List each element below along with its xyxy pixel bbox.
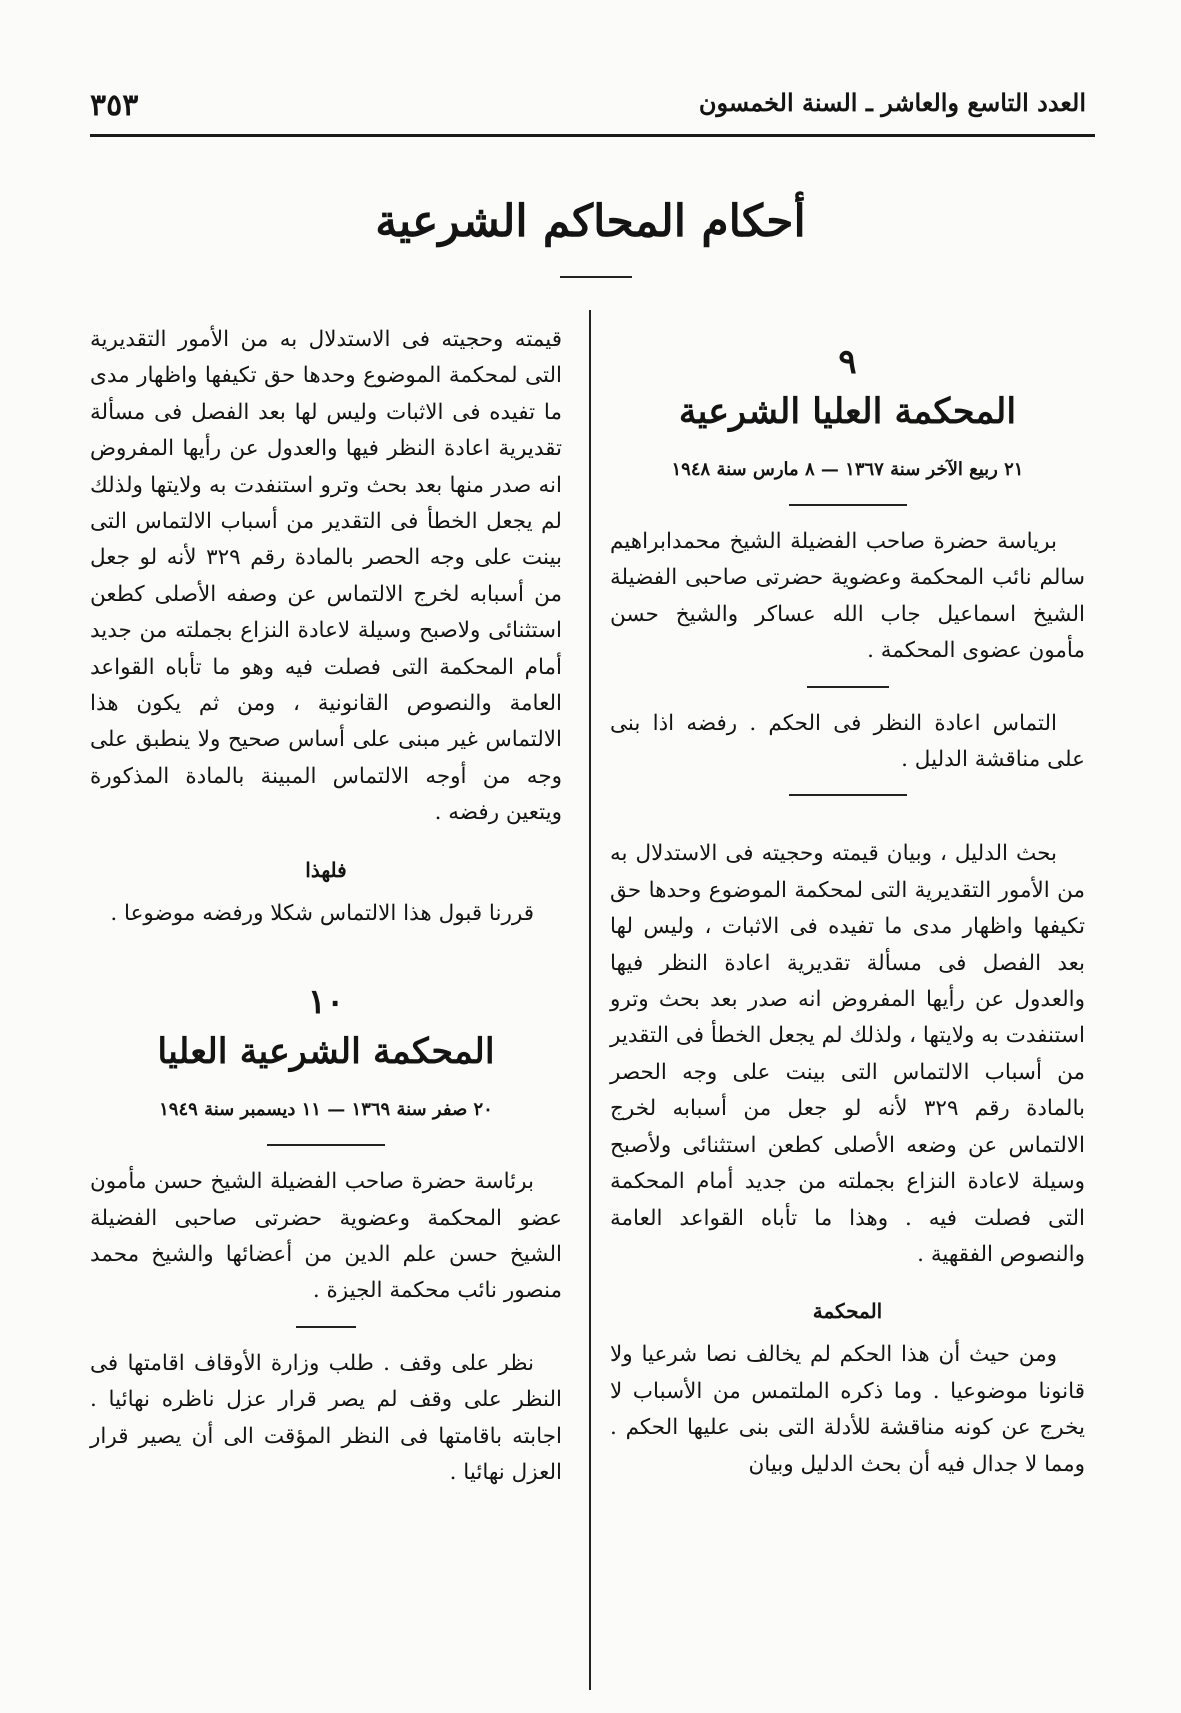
separator bbox=[789, 794, 907, 796]
case-number: ١٠ bbox=[307, 982, 345, 1023]
page-title: أحكام المحاكم الشرعية bbox=[375, 196, 806, 247]
verdict-heading: فلهذا bbox=[305, 857, 347, 882]
court-name: المحكمة العليا الشرعية bbox=[678, 391, 1017, 432]
case-summary: نظر على وقف . طلب وزارة الأوقاف اقامتها فى النظر على وقف لم يصر قرار عزل ناظره نهائيا . اجابته باقامتها فى النظر المؤقت الى أن يصير قرار العزل نهائيا . bbox=[90, 1350, 562, 1485]
separator bbox=[267, 1144, 385, 1146]
separator bbox=[789, 504, 907, 506]
running-header bbox=[90, 88, 1086, 132]
separator bbox=[807, 686, 889, 688]
title-rule bbox=[560, 276, 632, 278]
ruling-text: ومن حيث أن هذا الحكم لم يخالف نصا شرعيا ولا قانونا موضوعيا . وما ذكره الملتمس من الأسباب لا يخرج عن كونه مناقشة للأدلة التى بنى عليها الحكم . ومما لا جدال فيه أن بحث الدليل وبيان bbox=[610, 1342, 1085, 1477]
ruling-heading: المحكمة bbox=[812, 1299, 883, 1324]
case-body: بحث الدليل ، وبيان قيمته وحجيته فى الاستدلال به من الأمور التقديرية التى لمحكمة الموضوع وحدها حق تكيفها واظهار مدى ما تفيده فى الاثبات ، وليس لها بعد الفصل فى مسألة تقديرية اعادة النظر فيها والعدول عن رأيها المفروض انه صدر بعد بحث وترو استنفدت به ولايتها ، ولذلك لم يجعل الخطأ فى التقدير من أسباب الالتماس التى بينت على وجه الحصر بالمادة رقم ٣٢٩ لأنه لو جعل من أسبابه لخرج الالتماس عن وضعه الأصلى كطعن استثنائى ولأصبح وسيلة لاعادة النزاع بجملته من جديد أمام المحكمة التى فصلت فيه . وهذا ما تأباه القواعد العامة والنصوص الفقهية . bbox=[610, 841, 1085, 1267]
column-divider bbox=[589, 310, 591, 1690]
verdict-text: قررنا قبول هذا الالتماس شكلا ورفضه موضوعا . bbox=[110, 900, 534, 926]
right-column bbox=[610, 340, 1085, 1483]
court-name: المحكمة الشرعية العليا bbox=[157, 1031, 495, 1073]
case-date: ٢٠ صفر سنة ١٣٦٩ — ١١ ديسمبر سنة ١٩٤٩ bbox=[159, 1099, 493, 1121]
page-number: ٣٥٣ bbox=[90, 88, 139, 123]
case-summary: التماس اعادة النظر فى الحكم . رفضه اذا بنى على مناقشة الدليل . bbox=[610, 710, 1085, 773]
bench-composition: برياسة حضرة صاحب الفضيلة الشيخ محمدابراهيم سالم نائب المحكمة وعضوية حضرتى صاحبى الفضيلة الشيخ اسماعيل جاب الله عساكر والشيخ حسن مأمون عضوى المحكمة . bbox=[610, 529, 1085, 664]
separator bbox=[296, 1326, 356, 1328]
bench-composition: برئاسة حضرة صاحب الفضيلة الشيخ حسن مأمون عضو المحكمة وعضوية حضرتى صاحبى الفضيلة الشيخ حسن علم الدين من أعضائها والشيخ محمد منصور نائب محكمة الجيزة . bbox=[90, 1169, 562, 1304]
header-rule bbox=[90, 134, 1095, 137]
running-title: العدد التاسع والعاشر ـ السنة الخمسون bbox=[698, 88, 1086, 117]
case-date: ٢١ ربيع الآخر سنة ١٣٦٧ — ٨ مارس سنة ١٩٤٨ bbox=[671, 459, 1024, 480]
case-number: ٩ bbox=[838, 342, 857, 382]
left-column bbox=[90, 322, 562, 1491]
continuation-text: قيمته وحجيته فى الاستدلال به من الأمور التقديرية التى لمحكمة الموضوع وحدها حق تكيفها واظهار مدى ما تفيده فى الاثبات وليس لها بعد الفصل فى مسألة تقديرية اعادة النظر فيها والعدول عن رأيها المفروض انه صدر منها بعد بحث وترو استنفدت به ولايتها ولذلك لم يجعل الخطأ فى التقدير من أسباب الالتماس التى بينت على وجه الحصر بالمادة رقم ٣٢٩ لأنه لو جعل من أسبابه لخرج الالتماس عن وصفه الأصلى كطعن استثنائى ولاصبح وسيلة لاعادة النزاع بجملته من جديد أمام المحكمة التى فصلت فيه وهو ما تأباه القواعد العامة والنصوص القانونية ، ومن ثم يكون هذا الالتماس غير مبنى على أساس صحيح ولا ينطبق على وجه من أوجه الالتماس المبينة بالمادة المذكورة ويتعين رفضه . bbox=[90, 327, 562, 826]
